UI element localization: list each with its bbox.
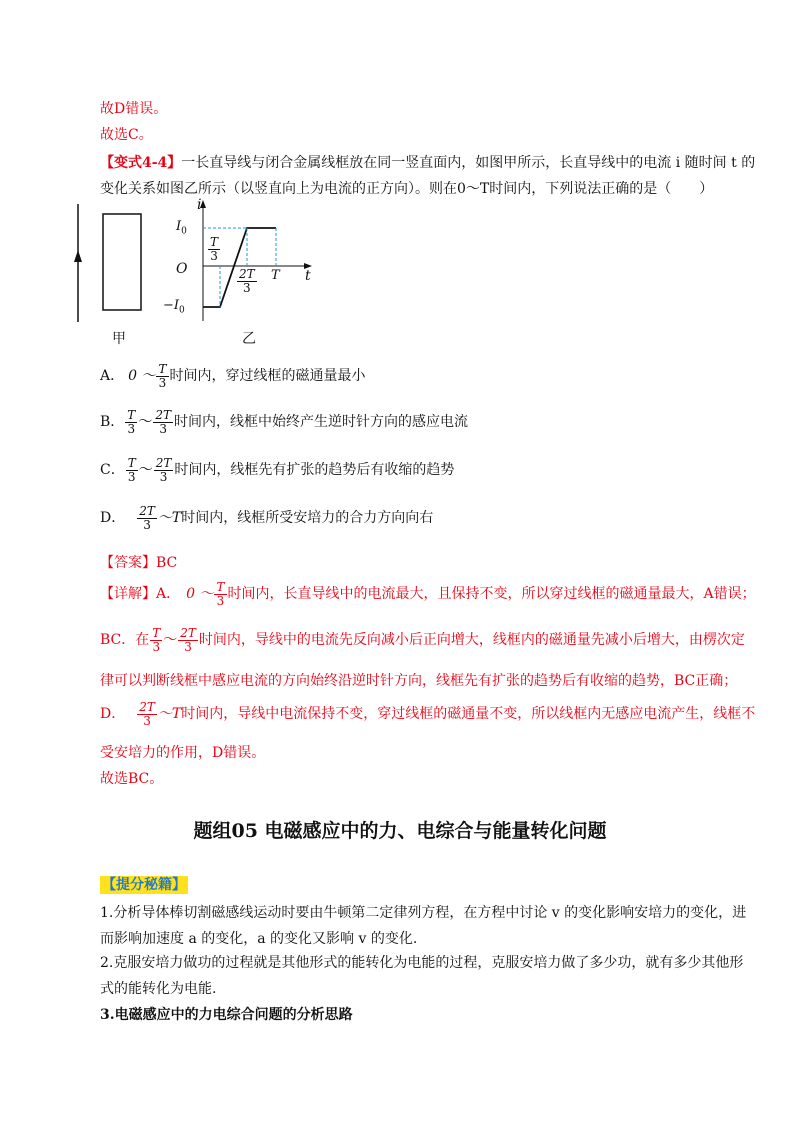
metal-frame <box>103 214 141 310</box>
explanation-bc: BC．在 $\frac{T}{3}$ ～ $\frac{2T}{3}$ 时间内，导线中的电流先反向减小后正向增大，线框内的磁通量先减小后增大，由楞次定 <box>100 625 745 654</box>
tip-p2-line2: 式的能转化为电能. <box>100 981 217 997</box>
tip-badge: 【提分秘籍】 <box>102 877 186 893</box>
question-text-1: 一长直导线与闭合金属线框放在同一竖直面内，如图甲所示，长直导线中的电流 i 随时间 t 的 <box>181 155 756 171</box>
option-c[interactable]: C． $\frac{T}{3}$ ～ $\frac{2T}{3}$ 时间内，线框先有扩张的趋势后有收缩的趋势 <box>100 455 455 484</box>
answer-tag: 【答案】 <box>100 555 156 571</box>
explanation-a: 【详解】A． 0 ～ $\frac{T}{3}$ 时间内，长直导线中的电流最大，且保持不变，所以穿过线框的磁通量最大，A错误； <box>100 579 756 608</box>
section-title: 题组05 电磁感应中的力、电综合与能量转化问题 <box>193 820 607 842</box>
option-a[interactable]: A． 0 ～ $\frac{T}{3}$ 时间内，穿过线框的磁通量最小 <box>100 361 366 390</box>
explanation-bc-line2: 律可以判断线框中感应电流的方向始终沿逆时针方向，线框先有扩张的趋势后有收缩的趋势，BC正确； <box>100 673 738 689</box>
neg-i0-label: $-I_0$ <box>163 298 185 316</box>
caption-jia: 甲 <box>112 331 126 347</box>
tip-p1-line1: 1.分析导体棒切割磁感线运动时要由牛顿第二定律列方程，在方程中讨论 v 的变化影响安培力的变化，进 <box>100 905 747 921</box>
tip-p2-line1: 2.克服安培力做功的过程就是其他形式的能转化为电能的过程，克服安培力做了多少功，就有多少其他形 <box>100 955 744 971</box>
t-tick-label: T <box>271 268 280 283</box>
tip-p1-line2: 而影响加速度 a 的变化，a 的变化又影响 v 的变化. <box>100 931 418 947</box>
axis-t-label: t <box>305 268 311 284</box>
question-tag: 【变式4-4】 <box>100 155 182 171</box>
axis-i-label: i <box>197 197 202 213</box>
t-third-label: $\frac{T}{3}$ <box>210 235 219 263</box>
explanation-d-line2: 受安培力的作用，D错误。 <box>100 745 266 761</box>
answer-line <box>100 552 177 572</box>
question-line-2: 变化关系如图乙所示（以竖直向上为电流的正方向）。则在0～T时间内，下列说法正确的是（ ） <box>100 181 714 197</box>
figure-yi-graph <box>168 196 328 326</box>
two-t-third-label: $\frac{2T}{3}$ <box>239 267 255 295</box>
explanation-final: 故选BC。 <box>100 771 164 787</box>
origin-label: O <box>176 261 188 277</box>
option-d[interactable]: D． $\frac{2T}{3}$ ～T时间内，线框所受安培力的合力方向向右 <box>100 503 434 532</box>
prev-conclusion-2: 故选C。 <box>100 127 153 143</box>
current-arrow-icon <box>74 250 82 262</box>
explanation-d: D． $\frac{2T}{3}$ ～T时间内，导线中电流保持不变，穿过线框的磁通量不变，所以线框内无感应电流产生，线框不 <box>100 699 756 728</box>
tip-p3: 3.电磁感应中的力电综合问题的分析思路 <box>100 1007 353 1023</box>
i0-label: $I_0$ <box>176 219 187 237</box>
prev-conclusion-1: 故D错误。 <box>100 101 168 117</box>
caption-yi: 乙 <box>242 331 256 347</box>
option-b[interactable]: B． $\frac{T}{3}$ ～ $\frac{2T}{3}$ 时间内，线框中始终产生逆时针方向的感应电流 <box>100 407 468 436</box>
question-line-1 <box>100 152 755 172</box>
answer-value: BC <box>156 555 178 571</box>
figure-jia <box>68 200 158 340</box>
